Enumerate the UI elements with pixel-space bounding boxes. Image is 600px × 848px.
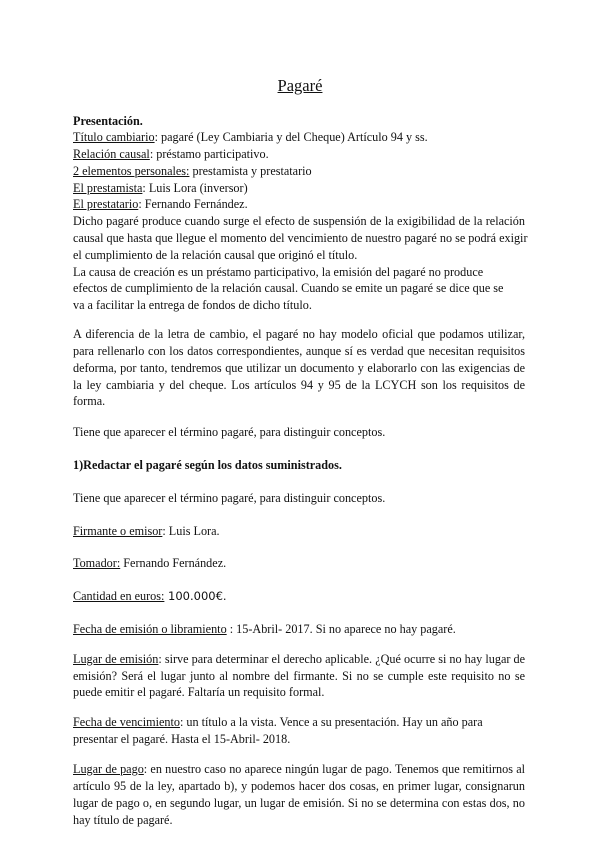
paragraph-line: para rellenarlo con los datos correspondientes, aunque sí es verdad que necesitan requisitos xyxy=(73,344,525,358)
section-heading: 1)Redactar el pagaré según los datos suministrados. xyxy=(73,458,342,472)
paragraph-line: A diferencia de la letra de cambio, el pagaré no hay modelo oficial que podamos utilizar, xyxy=(73,327,525,341)
elementos-personales-line xyxy=(73,163,312,179)
paragraph-line: lugar de pago o, en segundo lugar, un lugar de emisión. Si no se determina con estas dos, no xyxy=(73,796,525,810)
relacion-causal-line xyxy=(73,146,269,162)
paragraph-line: artículo 95 de la ley, apartado b), y podemos hacer dos cosas, en primer lugar, consignarun xyxy=(73,779,525,793)
lugar-emision-value: : sirve para determinar el derecho aplicable. ¿Qué ocurre si no hay lugar de xyxy=(158,652,525,666)
lugar-pago-line xyxy=(73,761,525,777)
lugar-pago-value: : en nuestro caso no aparece ningún lugar de pago. Tenemos que remitirnos al xyxy=(143,762,526,776)
fecha-vencimiento-line xyxy=(73,714,483,730)
titulo-cambiario-line xyxy=(73,129,428,145)
paragraph-line: La causa de creación es un préstamo participativo, la emisión del pagaré no produce xyxy=(73,265,484,279)
tiene-que-aparecer-text: Tiene que aparecer el término pagaré, para distinguir conceptos. xyxy=(73,491,386,505)
prestamista-line xyxy=(73,180,248,196)
relacion-causal-value: : préstamo participativo. xyxy=(149,147,269,161)
cantidad-value: 100.000€. xyxy=(164,589,227,603)
fecha-vencimiento-label: Fecha de vencimiento xyxy=(73,715,180,729)
titulo-cambiario-label: Título cambiario xyxy=(73,130,155,144)
paragraph-line: Dicho pagaré produce cuando surge el efecto de suspensión de la exigibilidad de la relación xyxy=(73,214,525,228)
prestatario-label: El prestatario xyxy=(73,197,139,211)
paragraph-line: causal que hasta que llegue el momento del vencimiento de nuestro pagaré no se podrá exigir xyxy=(73,231,528,245)
paragraph-line: presentar el pagaré. Hasta el 15-Abril- 2018. xyxy=(73,732,291,746)
paragraph-line: puede emitir el pagaré. Faltaría un requisito formal. xyxy=(73,685,325,699)
prestatario-line xyxy=(73,196,248,212)
fecha-emision-value: : 15-Abril- 2017. Si no aparece no hay pagaré. xyxy=(226,622,456,636)
paragraph-line: la ley cambiaria y del cheque. Los artículos 94 y 95 de la LCYCH son los requisitos de xyxy=(73,378,525,392)
firmante-label: Firmante o emisor xyxy=(73,524,163,538)
paragraph-line: el cumplimiento de la relación causal que originó el título. xyxy=(73,248,358,262)
lugar-pago-label: Lugar de pago xyxy=(73,762,144,776)
fecha-vencimiento-value: : un título a la vista. Vence a su presentación. Hay un año para xyxy=(179,715,483,729)
relacion-causal-label: Relación causal xyxy=(73,147,150,161)
cantidad-line xyxy=(73,588,227,604)
firmante-value: : Luis Lora. xyxy=(162,524,220,538)
lugar-emision-line xyxy=(73,651,525,667)
tomador-value: Fernando Fernández. xyxy=(120,556,227,570)
paragraph-line: hay título de pagaré. xyxy=(73,813,173,827)
fecha-emision-label: Fecha de emisión o libramiento xyxy=(73,622,227,636)
prestamista-value: : Luis Lora (inversor) xyxy=(142,181,248,195)
elementos-personales-label: 2 elementos personales: xyxy=(73,164,190,178)
paragraph-line: efectos de cumplimiento de la relación causal. Cuando se emite un pagaré se dice que se xyxy=(73,281,504,295)
tomador-label: Tomador: xyxy=(73,556,121,570)
tiene-que-aparecer-text: Tiene que aparecer el término pagaré, para distinguir conceptos. xyxy=(73,425,386,439)
firmante-line xyxy=(73,523,220,539)
prestamista-label: El prestamista xyxy=(73,181,143,195)
paragraph-line: emisión? Será el lugar junto al nombre del firmante. Si no se cumple este requisito no se xyxy=(73,669,525,683)
fecha-emision-line xyxy=(73,621,456,637)
titulo-cambiario-value: : pagaré (Ley Cambiaria y del Cheque) Artículo 94 y ss. xyxy=(154,130,428,144)
paragraph-line: forma. xyxy=(73,394,106,408)
document-title: Pagaré xyxy=(277,76,323,95)
cantidad-label: Cantidad en euros: xyxy=(73,589,165,603)
tomador-line xyxy=(73,555,226,571)
prestatario-value: : Fernando Fernández. xyxy=(138,197,248,211)
paragraph-line: va a facilitar la entrega de fondos de dicho título. xyxy=(73,298,312,312)
elementos-personales-value: prestamista y prestatario xyxy=(189,164,312,178)
paragraph-line: deforma, por tanto, tendremos que utilizar un documento y elaborarlo con las exigencias de xyxy=(73,361,525,375)
presentacion-heading: Presentación. xyxy=(73,114,143,128)
lugar-emision-label: Lugar de emisión xyxy=(73,652,159,666)
